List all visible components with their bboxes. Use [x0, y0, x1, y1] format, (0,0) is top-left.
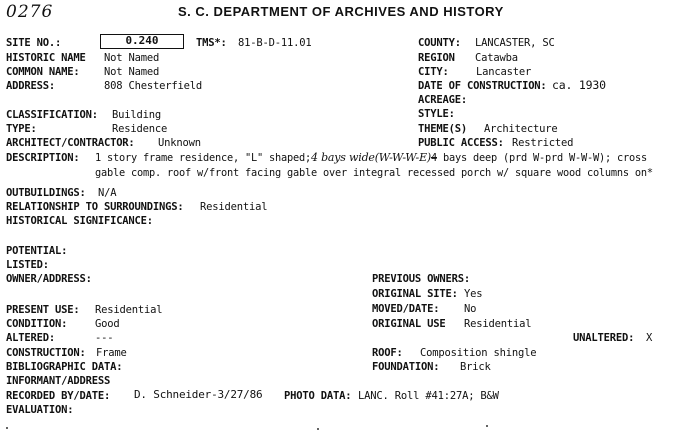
- construction-label: CONSTRUCTION:: [6, 347, 86, 359]
- description-handwritten-insert: 4 bays wide(W-W-W-E): [310, 151, 431, 164]
- historical-significance-label: HISTORICAL SIGNIFICANCE:: [6, 215, 153, 227]
- tms-value: 81-B-D-11.01: [238, 37, 312, 49]
- bibliographic-data-label: BIBLIOGRAPHIC DATA:: [6, 361, 123, 373]
- tms-label: TMS*:: [196, 37, 227, 49]
- roof-label: ROOF:: [372, 347, 403, 359]
- type-value: Residence: [112, 123, 168, 135]
- city-value: Lancaster: [476, 66, 532, 78]
- condition-label: CONDITION:: [6, 318, 68, 330]
- unaltered-label: UNALTERED:: [573, 332, 635, 344]
- date-of-construction-label: DATE OF CONSTRUCTION:: [418, 80, 547, 92]
- themes-value: Architecture: [484, 123, 558, 135]
- county-label: COUNTY:: [418, 37, 461, 49]
- original-site-label: ORIGINAL SITE:: [372, 288, 458, 300]
- common-name-value: Not Named: [104, 66, 160, 78]
- county-value: LANCASTER, SC: [475, 37, 555, 49]
- recorded-by-value: D. Schneider-3/27/86: [134, 388, 263, 401]
- owner-address-label: OWNER/ADDRESS:: [6, 273, 92, 285]
- region-value: Catawba: [475, 52, 518, 64]
- scan-speck: [317, 428, 319, 430]
- scan-speck: [6, 427, 8, 429]
- roof-value: Composition shingle: [420, 347, 537, 359]
- description-line-1: [95, 152, 647, 164]
- previous-owners-label: PREVIOUS OWNERS:: [372, 273, 470, 285]
- informant-address-label: INFORMANT/ADDRESS: [6, 375, 111, 387]
- classification-value: Building: [112, 109, 161, 121]
- description-text-end: bays deep (prd W-prd W-W-W); cross: [437, 152, 647, 164]
- original-site-value: Yes: [464, 288, 483, 300]
- construction-value: Frame: [96, 347, 127, 359]
- public-access-label: PUBLIC ACCESS:: [418, 137, 504, 149]
- listed-label: LISTED:: [6, 259, 49, 271]
- site-no-value: 0.240: [100, 34, 184, 49]
- outbuildings-value: N/A: [98, 187, 117, 199]
- potential-label: POTENTIAL:: [6, 245, 68, 257]
- scan-speck: [486, 425, 488, 427]
- foundation-label: FOUNDATION:: [372, 361, 440, 373]
- city-label: CITY:: [418, 66, 449, 78]
- region-label: REGION: [418, 52, 455, 64]
- original-use-label: ORIGINAL USE: [372, 318, 446, 330]
- acreage-label: ACREAGE:: [418, 94, 467, 106]
- evaluation-label: EVALUATION:: [6, 404, 74, 416]
- common-name-label: COMMON NAME:: [6, 66, 80, 78]
- site-no-label: SITE NO.:: [6, 37, 62, 49]
- original-use-value: Residential: [464, 318, 532, 330]
- condition-value: Good: [95, 318, 120, 330]
- unaltered-value: X: [646, 332, 653, 344]
- public-access-value: Restricted: [512, 137, 574, 149]
- relationship-value: Residential: [200, 201, 268, 213]
- photo-data-label: PHOTO DATA:: [284, 390, 352, 402]
- description-struck-digit: 4: [431, 152, 437, 164]
- themes-label: THEME(S): [418, 123, 467, 135]
- handwritten-card-number: 0276: [6, 2, 54, 22]
- style-label: STYLE:: [418, 108, 455, 120]
- card-title: S. C. DEPARTMENT OF ARCHIVES AND HISTORY: [178, 4, 504, 19]
- relationship-label: RELATIONSHIP TO SURROUNDINGS:: [6, 201, 184, 213]
- classification-label: CLASSIFICATION:: [6, 109, 98, 121]
- description-label: DESCRIPTION:: [6, 152, 80, 164]
- moved-date-label: MOVED/DATE:: [372, 303, 440, 315]
- description-text-start: 1 story frame residence, "L" shaped;: [95, 152, 311, 164]
- historic-name-label: HISTORIC NAME: [6, 52, 86, 64]
- date-of-construction-value: ca. 1930: [552, 78, 606, 92]
- present-use-label: PRESENT USE:: [6, 304, 80, 316]
- altered-value: ---: [95, 332, 114, 344]
- address-label: ADDRESS:: [6, 80, 55, 92]
- architect-contractor-value: Unknown: [158, 137, 201, 149]
- foundation-value: Brick: [460, 361, 491, 373]
- photo-data-value: LANC. Roll #41:27A; B&W: [358, 390, 499, 402]
- outbuildings-label: OUTBUILDINGS:: [6, 187, 86, 199]
- architect-contractor-label: ARCHITECT/CONTRACTOR:: [6, 137, 135, 149]
- type-label: TYPE:: [6, 123, 37, 135]
- altered-label: ALTERED:: [6, 332, 55, 344]
- address-value: 808 Chesterfield: [104, 80, 202, 92]
- recorded-by-label: RECORDED BY/DATE:: [6, 390, 111, 402]
- moved-date-value: No: [464, 303, 477, 315]
- present-use-value: Residential: [95, 304, 163, 316]
- historic-name-value: Not Named: [104, 52, 160, 64]
- description-line-2: gable comp. roof w/front facing gable over integral recessed porch w/ square wood columns on*: [95, 167, 653, 179]
